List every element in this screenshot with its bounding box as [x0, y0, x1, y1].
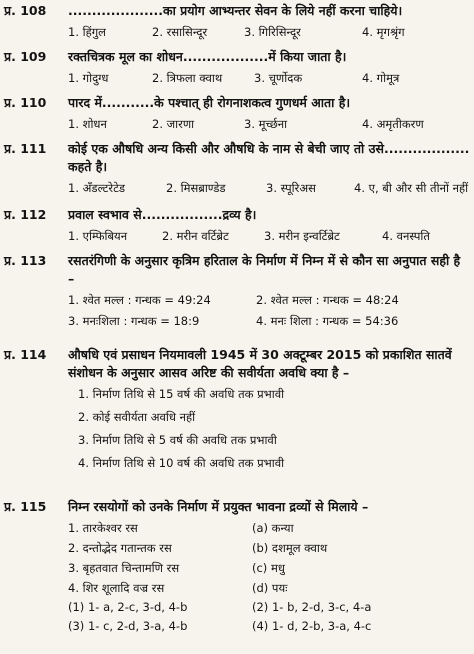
option-4[interactable]: 4. ए, बी और सी तीनों नहीं [354, 181, 469, 195]
question-text: निम्न रसयोगों को उनके निर्माण में प्रयुक्त भावना द्रव्यों से मिलाये – [68, 499, 369, 514]
question-114 [4, 346, 470, 472]
option-1[interactable]: 1. शोधन [68, 117, 107, 131]
option-1[interactable]: 1. गोदुग्ध [68, 71, 109, 85]
option-1[interactable]: 1. हिंगुल [68, 25, 106, 39]
question-text: औषधि एवं प्रसाधन नियमावली 1945 में 30 अक्टूम्बर 2015 को प्रकाशित सातवें संशोधन के अनुसार आसव अरिष्ट की सवीर्यता अवधि क्या है – [68, 347, 452, 380]
option-4[interactable]: 4. गोमूत्र [362, 71, 400, 85]
option-3[interactable]: 3. मरीन इन्वर्टिब्रेट [264, 229, 340, 243]
option-1[interactable]: 1. अँडल्टरेटेड [68, 181, 126, 195]
match-right-c: (c) मधु [252, 561, 285, 575]
match-left-3: 3. बृहतवात चिन्तामणि रस [68, 561, 180, 575]
option-4[interactable]: 4. मृगश्रृंग [362, 25, 405, 39]
question-108 [4, 2, 470, 41]
option-1[interactable]: 1. श्वेत मल्ल : गन्धक = 49:24 [68, 293, 211, 307]
match-left-2: 2. दन्तोद्भेद गतान्तक रस [68, 541, 172, 555]
option-3[interactable]: 3. मूर्च्छना [244, 117, 288, 131]
answer-option-2[interactable]: (2) 1- b, 2-d, 3-c, 4-a [252, 600, 372, 614]
question-110 [4, 94, 470, 133]
question-number: प्र. 110 [4, 95, 47, 110]
question-text: रसतरंगिणी के अनुसार कृत्रिम हरिताल के निर्माण में निम्न में से कौन सा अनुपात सही है – [68, 253, 461, 286]
answer-option-3[interactable]: (3) 1- c, 2-d, 3-a, 4-b [68, 619, 188, 633]
option-2[interactable]: 2. त्रिफला क्वाथ [152, 71, 223, 85]
option-3[interactable]: 3. चूर्णोदक [254, 71, 303, 85]
option-2[interactable]: 2. श्वेत मल्ल : गन्धक = 48:24 [256, 293, 399, 307]
question-number: प्र. 115 [4, 499, 47, 514]
question-text: ....................का प्रयोग आभ्यन्तर सेवन के लिये नहीं करना चाहिये। [68, 3, 403, 18]
option-4[interactable]: 4. वनस्पति [382, 229, 430, 243]
question-number: प्र. 113 [4, 253, 47, 268]
option-4[interactable]: 4. निर्माण तिथि से 10 वर्ष की अवधि तक प्रभावी [78, 456, 285, 470]
question-112 [4, 206, 470, 245]
option-4[interactable]: 4. मनः शिला : गन्धक = 54:36 [256, 314, 399, 328]
question-text: रक्तचित्रक मूल का शोधन..................में किया जाता है। [68, 49, 347, 64]
option-2[interactable]: 2. जारणा [152, 117, 195, 131]
option-4[interactable]: 4. अमृतीकरण [362, 117, 424, 131]
option-1[interactable]: 1. निर्माण तिथि से 15 वर्ष की अवधि तक प्रभावी [78, 387, 285, 401]
answer-option-1[interactable]: (1) 1- a, 2-c, 3-d, 4-b [68, 600, 188, 614]
option-3[interactable]: 3. स्पूरिअस [266, 181, 316, 195]
option-2[interactable]: 2. मिसब्राण्डेड [166, 181, 226, 195]
question-113 [4, 252, 470, 330]
option-3[interactable]: 3. निर्माण तिथि से 5 वर्ष की अवधि तक प्रभावी [78, 433, 277, 447]
option-2[interactable]: 2. कोई सवीर्यता अवधि नहीं [78, 410, 196, 424]
question-text: पारद में...........के पश्चात् ही रोगनाशकत्व गुणधर्म आता है। [68, 95, 351, 110]
question-number: प्र. 109 [4, 49, 47, 64]
option-3[interactable]: 3. मनःशिला : गन्धक = 18:9 [68, 314, 200, 328]
question-number: प्र. 112 [4, 207, 47, 222]
option-3[interactable]: 3. गिरिसिन्दूर [244, 25, 301, 39]
match-left-4: 4. शिर शूलादि वज्र रस [68, 581, 165, 595]
match-left-1: 1. तारकेश्वर रस [68, 521, 138, 535]
question-111 [4, 140, 470, 197]
question-number: प्र. 111 [4, 141, 47, 156]
question-number: प्र. 114 [4, 347, 47, 362]
question-number: प्र. 108 [4, 3, 47, 18]
option-2[interactable]: 2. रसासिन्दूर [152, 25, 208, 39]
question-text: कोई एक औषधि अन्य किसी और औषधि के नाम से बेची जाए तो उसे.................. कहते है। [68, 141, 470, 174]
option-2[interactable]: 2. मरीन वर्टिब्रेट [162, 229, 229, 243]
question-109 [4, 48, 470, 87]
answer-option-4[interactable]: (4) 1- d, 2-b, 3-a, 4-c [252, 619, 372, 633]
question-text: प्रवाल स्वभाव से.................द्रव्य है। [68, 207, 257, 222]
match-right-b: (b) दशमूल क्वाथ [252, 541, 328, 555]
match-right-a: (a) कन्या [252, 521, 294, 535]
question-115 [4, 498, 470, 635]
match-right-d: (d) पयः [252, 581, 288, 595]
option-1[interactable]: 1. एम्फिबियन [68, 229, 128, 243]
